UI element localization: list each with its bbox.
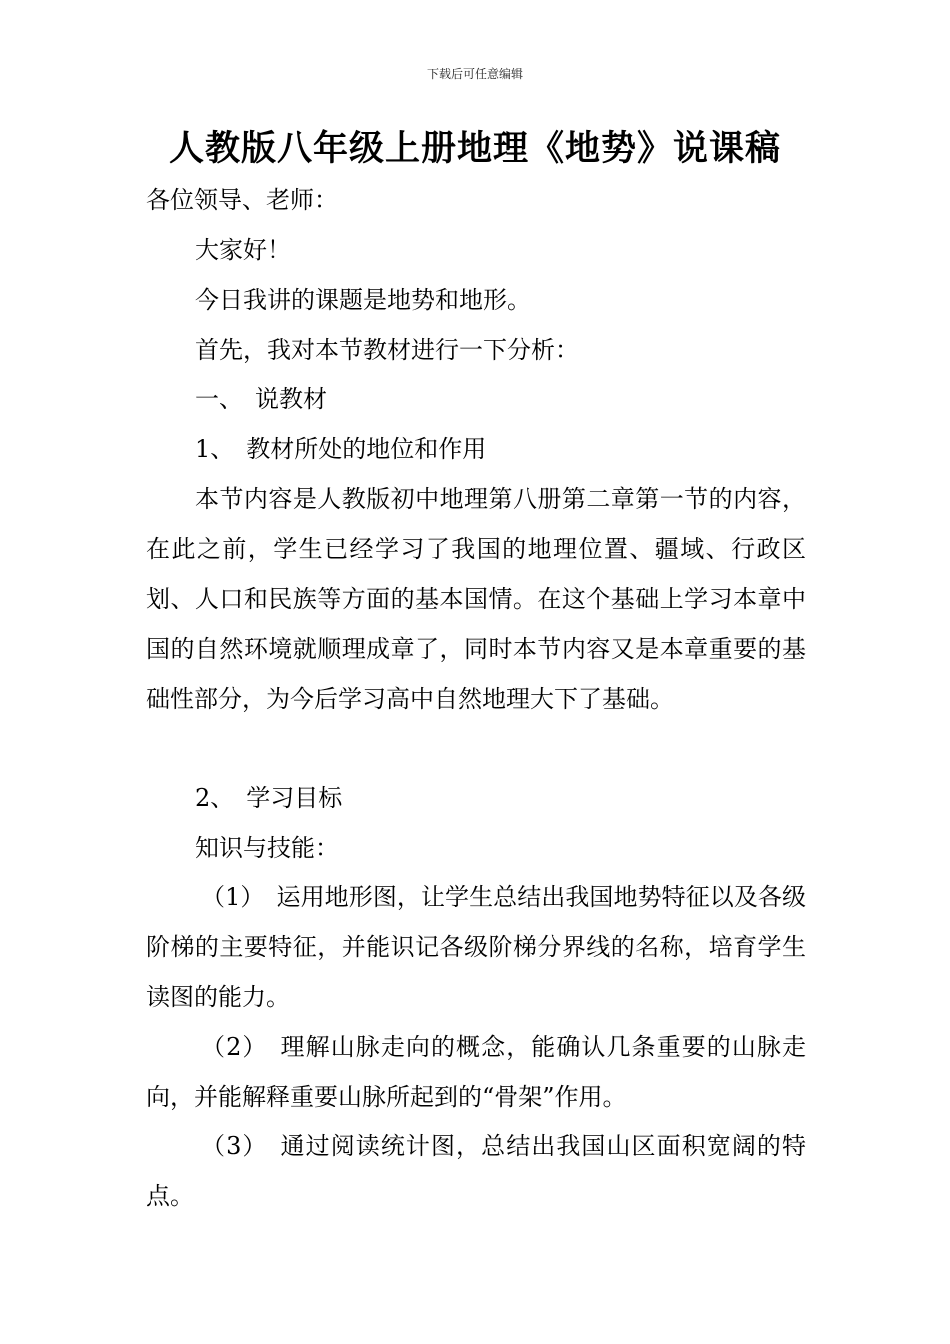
- salutation: 各位领导、老师：: [146, 186, 338, 214]
- subsection-heading-1: 1、 教材所处的地位和作用: [195, 435, 487, 463]
- section-heading-1: 一、 说教材: [195, 385, 327, 413]
- paragraph-goal-3: （3） 通过阅读统计图，总结出我国山区面积宽阔的特点。: [146, 1132, 806, 1210]
- paragraph-goal-2: （2） 理解山脉走向的概念，能确认几条重要的山脉走向，并能解释重要山脉所起到的“骨架”作用。: [146, 1033, 806, 1111]
- subsection-heading-2: 2、 学习目标: [195, 784, 343, 812]
- paragraph-position-role: 本节内容是人教版初中地理第八册第二章第一节的内容，在此之前，学生已经学习了我国的地理位置、疆域、行政区划、人口和民族等方面的基本国情。在这个基础上学习本章中国的自然环境就顺理成章了，同时本节内容又是本章重要的基础性部分，为今后学习高中自然地理大下了基础。: [146, 485, 806, 713]
- paragraph-goal-1: （1） 运用地形图，让学生总结出我国地势特征以及各级阶梯的主要特征，并能识记各级阶梯分界线的名称，培育学生读图的能力。: [146, 883, 806, 1011]
- document-title: 人教版八年级上册地理《地势》说课稿: [168, 129, 781, 169]
- intro-statement: 首先，我对本节教材进行一下分析：: [195, 336, 579, 364]
- topic-statement: 今日我讲的课题是地势和地形。: [195, 286, 531, 314]
- greeting: 大家好！: [195, 236, 291, 264]
- knowledge-skills-heading: 知识与技能：: [195, 834, 339, 862]
- header-note: 下载后可任意编辑: [426, 67, 523, 81]
